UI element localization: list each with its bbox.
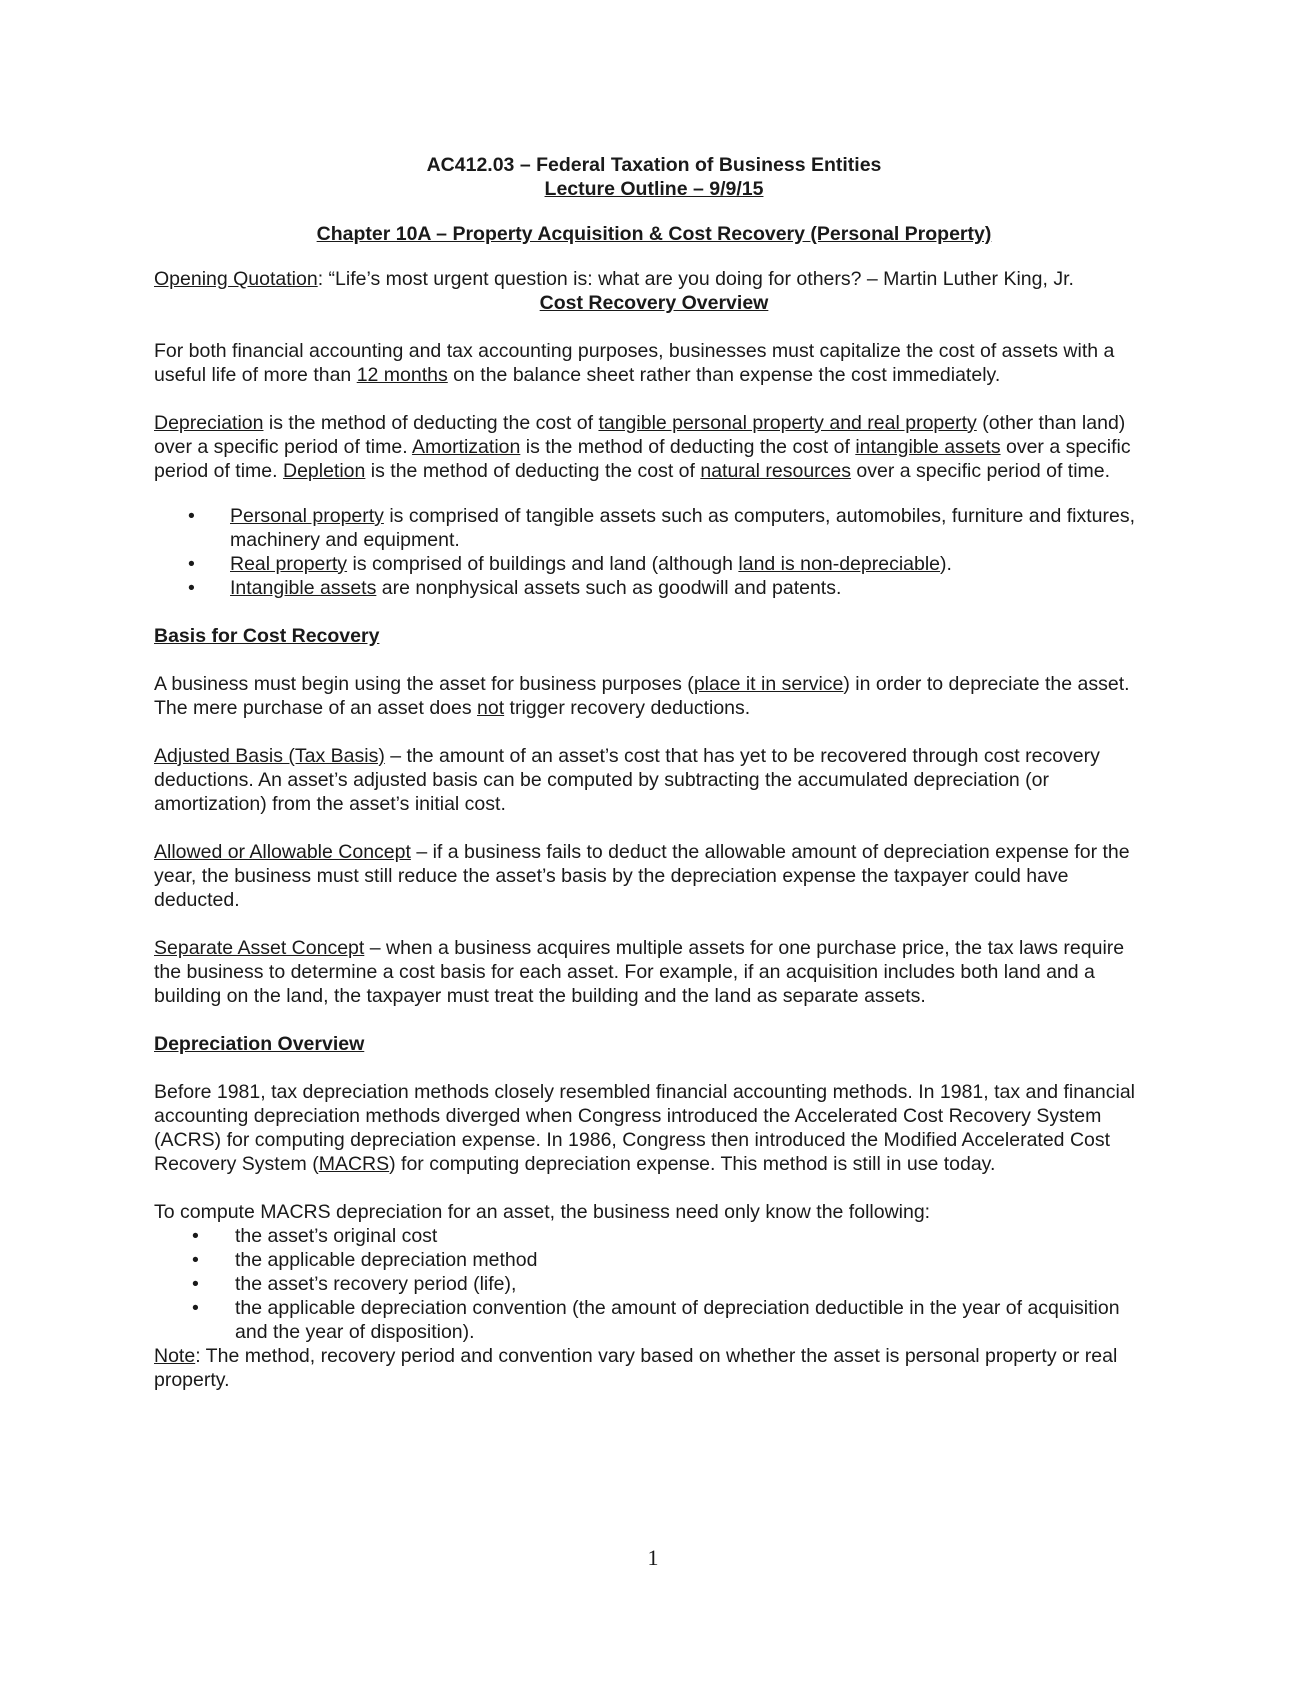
text-run: the applicable depreciation method	[235, 1249, 538, 1271]
text-run: the asset’s original cost	[235, 1225, 438, 1247]
cost-recovery-overview-heading: Cost Recovery Overview	[539, 292, 769, 314]
opening-quotation	[154, 267, 1154, 291]
text-run: the applicable depreciation convention (the amount of depreciation deductible in the year of acquisition and the year of disposition).	[235, 1297, 1120, 1343]
text-run: the asset’s recovery period (life),	[235, 1273, 517, 1295]
text-run: over a specific period of time.	[851, 460, 1111, 482]
list-item	[154, 1248, 1154, 1272]
adjusted-basis-paragraph	[154, 744, 1154, 816]
underlined-term: tangible personal property and real property	[598, 412, 977, 434]
underlined-term: 12 months	[356, 364, 448, 386]
list-item	[154, 1224, 1154, 1248]
depreciation-overview-heading: Depreciation Overview	[154, 1033, 365, 1055]
basis-heading: Basis for Cost Recovery	[154, 625, 380, 647]
text-run: is the method of deducting the cost of	[365, 460, 701, 482]
chapter-title: Chapter 10A – Property Acquisition & Cost Recovery (Personal Property)	[316, 223, 992, 245]
underlined-term: land is non-depreciable	[738, 553, 941, 575]
bullet-icon: •	[188, 505, 195, 527]
list-item	[154, 552, 1154, 576]
underlined-term: Note	[154, 1345, 196, 1367]
course-title: AC412.03 – Federal Taxation of Business Entities	[426, 154, 882, 176]
text-run: – if a business fails to deduct the allowable amount of depreciation expense for the year, the business must still reduce the asset’s basis by the depreciation expense the taxpayer could have deducted.	[154, 841, 1130, 911]
property-types-list	[154, 504, 1154, 600]
list-item	[154, 576, 1154, 600]
underlined-term: Separate Asset Concept	[154, 937, 365, 959]
text-run: ) in order to depreciate the asset. The mere purchase of an asset does	[154, 673, 1130, 719]
underlined-term: Personal property	[230, 505, 384, 527]
lecture-outline-title: Lecture Outline – 9/9/15	[544, 178, 764, 200]
allowed-allowable-paragraph	[154, 840, 1154, 912]
quotation-text: : “Life’s most urgent question is: what are you doing for others? – Martin Luther King, Jr.	[317, 268, 1074, 290]
text-run: is comprised of tangible assets such as computers, automobiles, furniture and fixtures, machinery and equipment.	[230, 505, 1136, 551]
document-page	[154, 153, 1154, 1392]
bullet-icon: •	[188, 577, 195, 599]
underlined-term: Real property	[230, 553, 348, 575]
bullet-icon: •	[192, 1225, 199, 1247]
text-run: – when a business acquires multiple assets for one purchase price, the tax laws require the business to determine a cost basis for each asset. For example, if an acquisition includes both land and a building on the land, the taxpayer must treat the building and the land as separate assets.	[154, 937, 1125, 1007]
place-in-service-paragraph	[154, 672, 1154, 720]
text-run: are nonphysical assets such as goodwill and patents.	[376, 577, 842, 599]
text-run: over a specific period of time.	[154, 436, 1131, 482]
list-item	[154, 1272, 1154, 1296]
macrs-requirements-intro: To compute MACRS depreciation for an asset, the business need only know the following:	[154, 1201, 931, 1223]
underlined-term: MACRS	[318, 1153, 390, 1175]
bullet-icon: •	[192, 1249, 199, 1271]
underlined-term: Depletion	[282, 460, 366, 482]
underlined-term: Intangible assets	[230, 577, 377, 599]
list-item	[154, 504, 1154, 552]
underlined-term: Depreciation	[154, 412, 264, 434]
bullet-icon: •	[188, 553, 195, 575]
underlined-term: Adjusted Basis (Tax Basis)	[154, 745, 385, 767]
text-run: is the method of deducting the cost of	[520, 436, 856, 458]
history-paragraph	[154, 1080, 1154, 1176]
list-item	[154, 1296, 1154, 1344]
text-run: is comprised of buildings and land (although	[347, 553, 739, 575]
page-number: 1	[647, 1545, 659, 1570]
macrs-requirements-list	[154, 1224, 1154, 1344]
text-run: : The method, recovery period and convention vary based on whether the asset is personal property or real property.	[154, 1345, 1118, 1391]
text-run: on the balance sheet rather than expense the cost immediately.	[447, 364, 1001, 386]
text-run: ) for computing depreciation expense. This method is still in use today.	[389, 1153, 996, 1175]
bullet-icon: •	[192, 1273, 199, 1295]
text-run: is the method of deducting the cost of	[263, 412, 599, 434]
separate-asset-paragraph	[154, 936, 1154, 1008]
underlined-term: not	[477, 697, 505, 719]
underlined-term: natural resources	[700, 460, 852, 482]
note-paragraph	[154, 1344, 1154, 1392]
capitalize-paragraph	[154, 339, 1154, 387]
quotation-label: Opening Quotation	[154, 268, 318, 290]
text-run: For both financial accounting and tax accounting purposes, businesses must capitalize the cost of assets with a useful life of more than	[154, 340, 1115, 386]
text-run: trigger recovery deductions.	[504, 697, 751, 719]
underlined-term: Amortization	[411, 436, 521, 458]
bullet-icon: •	[192, 1297, 199, 1319]
underlined-term: Allowed or Allowable Concept	[154, 841, 411, 863]
underlined-term: intangible assets	[855, 436, 1001, 458]
text-run: (other than land) over a specific period of time.	[154, 412, 1126, 458]
text-run: ).	[940, 553, 952, 575]
depreciation-definition-paragraph	[154, 411, 1154, 483]
underlined-term: place it in service	[693, 673, 844, 695]
text-run: A business must begin using the asset for business purposes (	[154, 673, 694, 695]
text-run: Before 1981, tax depreciation methods closely resembled financial accounting methods. In 1981, tax and financial accounting depreciation methods diverged when Congress introduced the Accelerated Cost Recovery System (ACRS) for computing depreciation expense. In 1986, Congress then introduced the Modified Accelerated Cost Recovery System (	[154, 1081, 1136, 1175]
text-run: – the amount of an asset’s cost that has yet to be recovered through cost recovery deductions. An asset’s adjusted basis can be computed by subtracting the accumulated depreciation (or amortization) from the asset’s initial cost.	[154, 745, 1100, 815]
